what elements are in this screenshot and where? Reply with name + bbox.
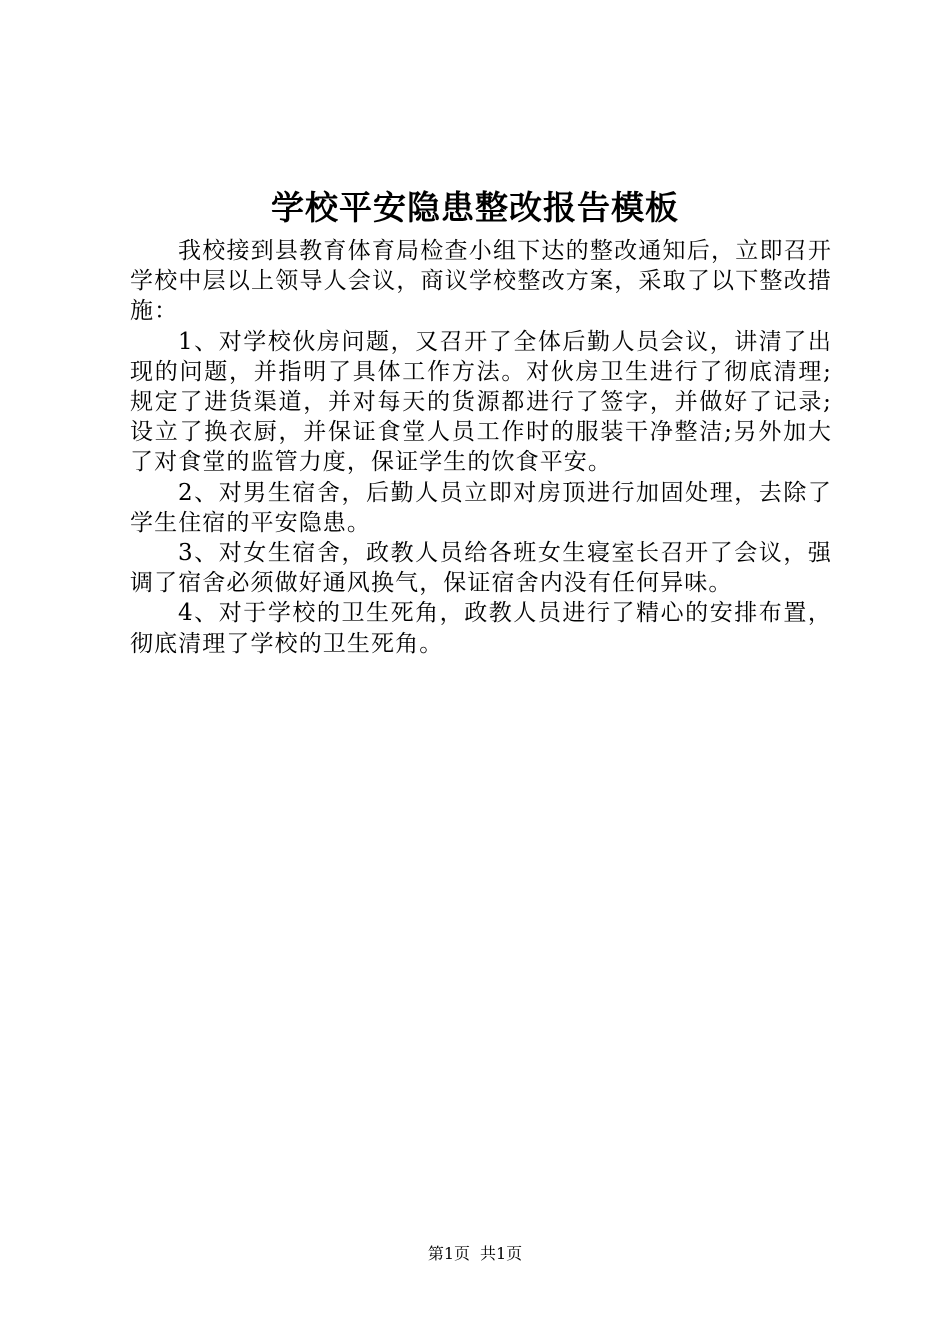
document-title: 学校平安隐患整改报告模板 <box>271 188 679 227</box>
measure-1-paragraph: 1、对学校伙房问题，又召开了全体后勤人员会议，讲清了出现的问题，并指明了具体工作方法。对伙房卫生进行了彻底清理;规定了进货渠道，并对每天的货源都进行了签字，并做好了记录;设立了换衣厨，并保证食堂人员工作时的服装干净整洁;另外加大了对食堂的监管力度，保证学生的饮食平安。 <box>130 328 832 476</box>
page-total: 共1页 <box>480 1244 523 1263</box>
measure-3-paragraph: 3、对女生宿舍，政教人员给各班女生寝室长召开了会议，强调了宿舍必须做好通风换气，保证宿舍内没有任何异味。 <box>130 540 832 597</box>
page-footer <box>0 1243 950 1265</box>
intro-paragraph: 我校接到县教育体育局检查小组下达的整改通知后，立即召开学校中层以上领导人会议，商议学校整改方案，采取了以下整改措施： <box>130 238 832 325</box>
page-number: 第1页 <box>427 1244 470 1263</box>
document-body <box>130 236 832 659</box>
measure-2-paragraph: 2、对男生宿舍，后勤人员立即对房顶进行加固处理，去除了学生住宿的平安隐患。 <box>130 479 832 536</box>
measure-4-paragraph: 4、对于学校的卫生死角，政教人员进行了精心的安排布置，彻底清理了学校的卫生死角。 <box>130 600 832 657</box>
